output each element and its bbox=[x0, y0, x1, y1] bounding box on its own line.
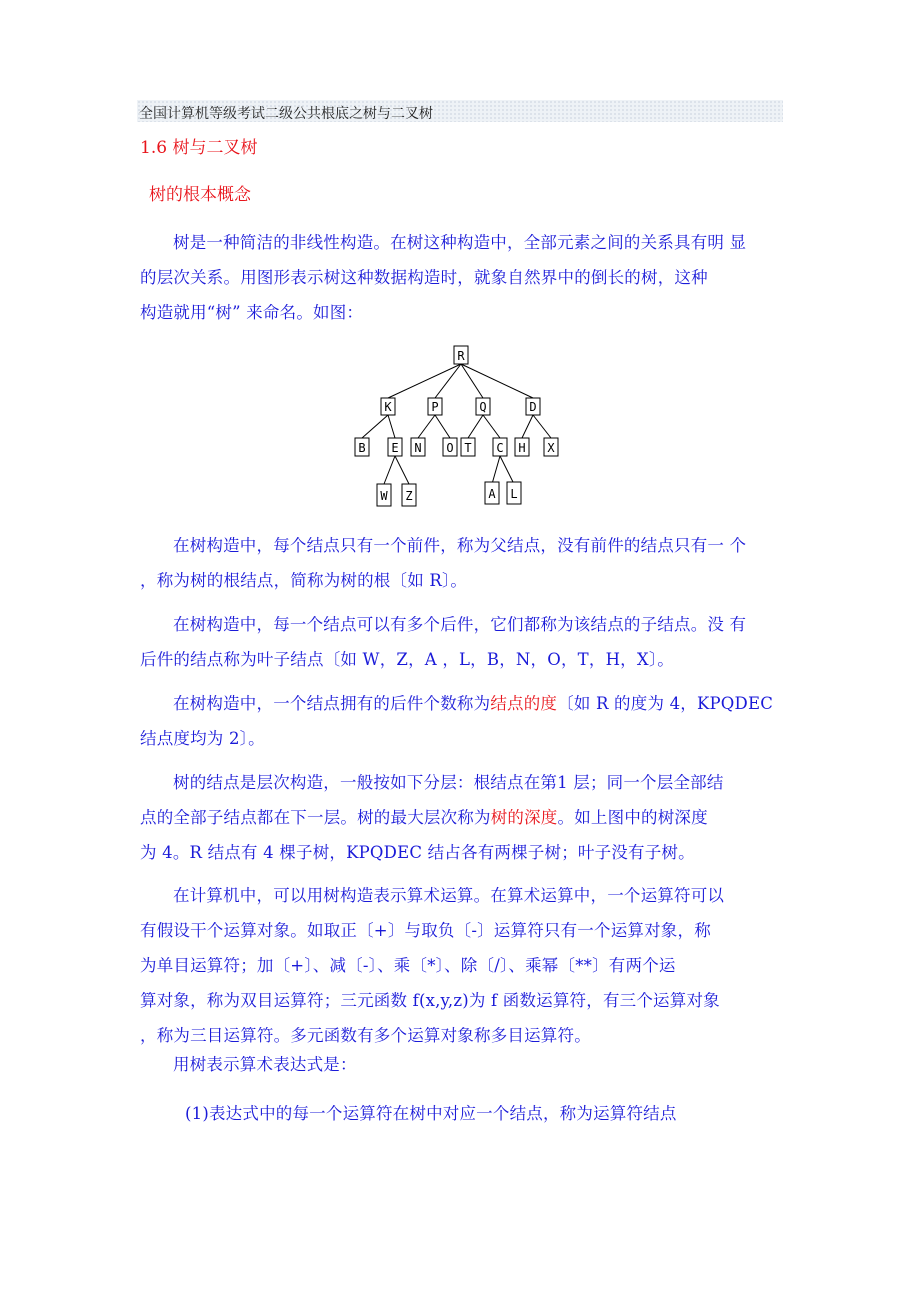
text-run: 点的全部子结点都在下一层。树的最大层次称为 bbox=[140, 808, 491, 827]
paragraph-line: 算对象，称为双目运算符；三元函数 f(x,y,z)为 f 函数运算符，有三个运算对象 bbox=[140, 991, 720, 1010]
document-header-bar bbox=[137, 100, 783, 122]
tree-node-K: K bbox=[384, 400, 392, 414]
paragraph-line: 在树构造中，每一个结点可以有多个后件，它们都称为该结点的子结点。没 有 bbox=[173, 615, 747, 634]
text-run: 。如上图中的树深度 bbox=[557, 808, 708, 827]
tree-node-X: X bbox=[547, 441, 555, 455]
text-run: 在树构造中，一个结点拥有的后件个数称为 bbox=[173, 694, 491, 713]
paragraph-line: 为单目运算符；加〔+〕、减〔-〕、乘〔*〕、除〔/〕、乘幂〔**〕有两个运 bbox=[140, 956, 676, 975]
paragraph-line: (1)表达式中的每一个运算符在树中对应一个结点，称为运算符结点 bbox=[185, 1104, 677, 1123]
tree-node-C: C bbox=[496, 441, 504, 455]
tree-node-T: T bbox=[464, 441, 472, 455]
tree-node-Q: Q bbox=[479, 400, 487, 414]
paragraph-line: 树的结点是层次构造，一般按如下分层：根结点在第1 层；同一个层全部结 bbox=[173, 773, 724, 792]
paragraph-line: 树是一种简洁的非线性构造。在树这种构造中，全部元素之间的关系具有明 显 bbox=[173, 233, 747, 252]
tree-node-O: O bbox=[446, 441, 454, 455]
text-run: 〔如 R 的度为 4，KPQDEC bbox=[557, 694, 774, 713]
tree-node-A: A bbox=[488, 487, 496, 501]
paragraph-line: 为 4。R 结点有 4 棵子树，KPQDEC 结占各有两棵子树；叶子没有子树。 bbox=[140, 843, 695, 862]
paragraph-intro bbox=[140, 225, 785, 330]
paragraph-parent-node bbox=[140, 528, 785, 598]
tree-node-Z: Z bbox=[405, 489, 413, 503]
term-tree-depth: 树的深度 bbox=[490, 808, 558, 827]
paragraph-line: 用树表示算术表达式是： bbox=[173, 1055, 357, 1074]
paragraph-node-degree bbox=[140, 686, 785, 756]
tree-node-L: L bbox=[510, 487, 518, 501]
paragraph-line: 的层次关系。用图形表示树这种数据构造时，就象自然界中的倒长的树，这种 bbox=[140, 268, 708, 287]
paragraph-line: 构造就用“树” 来命名。如图： bbox=[140, 303, 364, 322]
paragraph-arithmetic bbox=[140, 878, 785, 1053]
paragraph-line: ，称为三目运算符。多元函数有多个运算对象称多目运算符。 bbox=[140, 1026, 591, 1045]
paragraph-line: ，称为树的根结点，简称为树的根〔如 R〕。 bbox=[140, 571, 468, 590]
paragraph-line: 在树构造中，每个结点只有一个前件，称为父结点，没有前件的结点只有一 个 bbox=[173, 536, 747, 555]
paragraph-line bbox=[140, 686, 785, 721]
paragraph-line: 后件的结点称为叶子结点〔如 W，Z，A ，L，B，N，O，T，H，X〕。 bbox=[140, 650, 674, 669]
paragraph-line bbox=[140, 800, 785, 835]
paragraph-line: 结点度均为 2〕。 bbox=[140, 729, 265, 748]
tree-node-H: H bbox=[518, 441, 526, 455]
subsection-title: 树的根本概念 bbox=[149, 185, 251, 205]
paragraph-line: 在计算机中，可以用树构造表示算术运算。在算术运算中，一个运算符可以 bbox=[173, 886, 725, 905]
paragraph-line: 有假设干个运算对象。如取正〔+〕与取负〔-〕运算符只有一个运算对象，称 bbox=[140, 921, 711, 940]
tree-node-D: D bbox=[529, 400, 537, 414]
paragraph-expression-rule-1 bbox=[140, 1096, 785, 1131]
section-title: 1.6 树与二叉树 bbox=[140, 138, 258, 158]
document-title: 全国计算机等级考试二级公共根底之树与二叉树 bbox=[139, 106, 433, 122]
tree-node-N: N bbox=[414, 441, 422, 455]
paragraph-expression-intro bbox=[140, 1047, 785, 1082]
paragraph-child-node bbox=[140, 607, 785, 677]
tree-node-P: P bbox=[431, 400, 439, 414]
tree-node-E: E bbox=[391, 441, 399, 455]
tree-node-B: B bbox=[358, 441, 366, 455]
tree-node-R: R bbox=[457, 349, 465, 363]
tree-diagram bbox=[340, 334, 580, 518]
tree-node-W: W bbox=[380, 489, 388, 503]
paragraph-tree-depth bbox=[140, 765, 785, 870]
term-node-degree: 结点的度 bbox=[490, 694, 558, 713]
